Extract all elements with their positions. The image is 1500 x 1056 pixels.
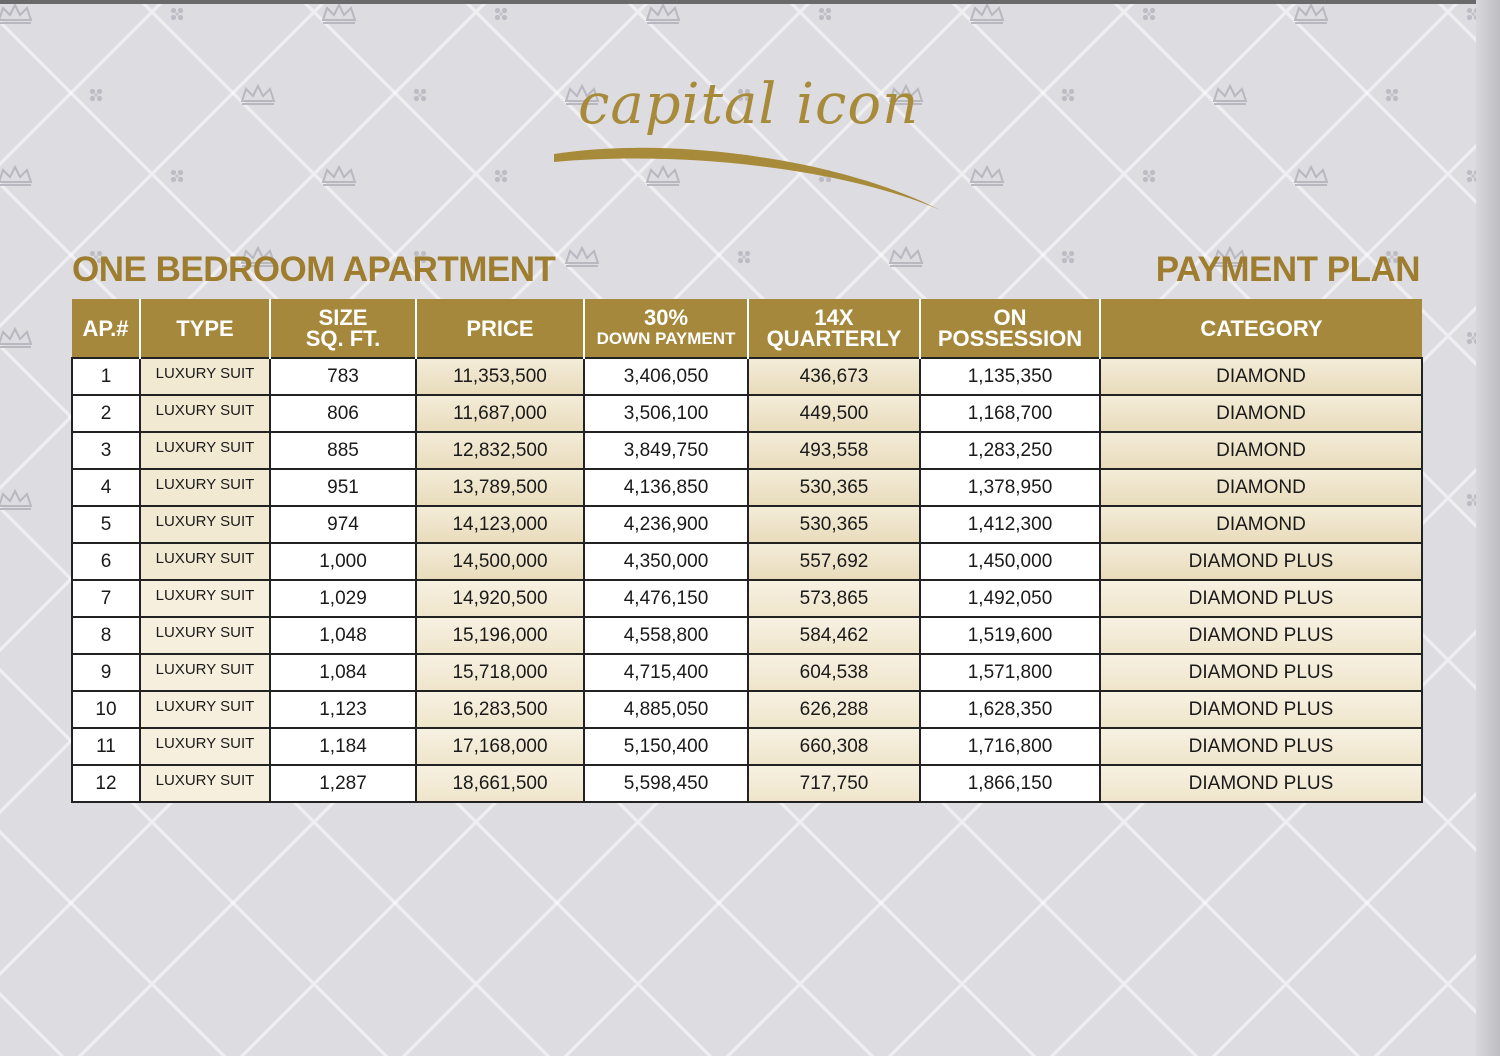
cell-quarterly: 626,288 — [748, 691, 920, 728]
cell-price: 14,500,000 — [416, 543, 584, 580]
table-row — [72, 432, 1422, 469]
cell-price: 15,718,000 — [416, 654, 584, 691]
cell-category: DIAMOND PLUS — [1100, 691, 1422, 728]
cell-quarterly: 604,538 — [748, 654, 920, 691]
cell-category: DIAMOND — [1100, 469, 1422, 506]
cell-down-payment: 4,476,150 — [584, 580, 748, 617]
flower-icon — [495, 8, 507, 20]
cell-possession: 1,519,600 — [920, 617, 1100, 654]
cell-category: DIAMOND PLUS — [1100, 580, 1422, 617]
cell-possession: 1,412,300 — [920, 506, 1100, 543]
cell-quarterly: 530,365 — [748, 469, 920, 506]
cell-price: 17,168,000 — [416, 728, 584, 765]
cell-down-payment: 3,849,750 — [584, 432, 748, 469]
flower-icon — [1143, 8, 1155, 20]
crown-icon — [1214, 86, 1246, 104]
table-row — [72, 691, 1422, 728]
cell-price: 16,283,500 — [416, 691, 584, 728]
cell-down-payment: 4,136,850 — [584, 469, 748, 506]
cell-ap-number: 4 — [72, 469, 140, 506]
cell-category: DIAMOND — [1100, 395, 1422, 432]
cell-price: 12,832,500 — [416, 432, 584, 469]
cell-possession: 1,168,700 — [920, 395, 1100, 432]
cell-price: 14,920,500 — [416, 580, 584, 617]
cell-type: LUXURY SUIT — [140, 506, 270, 543]
flower-icon — [171, 8, 183, 20]
crown-icon — [971, 5, 1003, 23]
crown-icon — [1295, 5, 1327, 23]
table-row — [72, 469, 1422, 506]
crown-icon — [647, 5, 679, 23]
cell-down-payment: 5,598,450 — [584, 765, 748, 802]
cell-down-payment: 5,150,400 — [584, 728, 748, 765]
cell-type: LUXURY SUIT — [140, 617, 270, 654]
cell-ap-number: 9 — [72, 654, 140, 691]
cell-down-payment: 4,350,000 — [584, 543, 748, 580]
cell-category: DIAMOND PLUS — [1100, 654, 1422, 691]
cell-category: DIAMOND — [1100, 432, 1422, 469]
cell-price: 18,661,500 — [416, 765, 584, 802]
cell-type: LUXURY SUIT — [140, 543, 270, 580]
cell-quarterly: 530,365 — [748, 506, 920, 543]
cell-type: LUXURY SUIT — [140, 580, 270, 617]
header-ap-number: AP.# — [72, 299, 140, 358]
heading-payment-plan: PAYMENT PLAN — [1155, 250, 1420, 289]
cell-size: 783 — [270, 358, 416, 395]
crown-icon — [0, 5, 31, 23]
window-top-edge — [0, 0, 1500, 4]
header-size: SIZE SQ. FT. — [270, 299, 416, 358]
cell-ap-number: 8 — [72, 617, 140, 654]
cell-quarterly: 436,673 — [748, 358, 920, 395]
cell-possession: 1,492,050 — [920, 580, 1100, 617]
cell-ap-number: 5 — [72, 506, 140, 543]
header-possession: ON POSSESSION — [920, 299, 1100, 358]
cell-possession: 1,135,350 — [920, 358, 1100, 395]
cell-down-payment: 4,715,400 — [584, 654, 748, 691]
cell-possession: 1,378,950 — [920, 469, 1100, 506]
crown-icon — [323, 167, 355, 185]
header-category: CATEGORY — [1100, 299, 1422, 358]
cell-size: 1,184 — [270, 728, 416, 765]
heading-one-bedroom: ONE BEDROOM APARTMENT — [72, 250, 556, 289]
cell-size: 1,123 — [270, 691, 416, 728]
crown-icon — [0, 167, 31, 185]
table-row — [72, 617, 1422, 654]
crown-icon — [323, 5, 355, 23]
cell-ap-number: 3 — [72, 432, 140, 469]
table-row — [72, 580, 1422, 617]
table-row — [72, 765, 1422, 802]
header-down-payment: 30% DOWN PAYMENT — [584, 299, 748, 358]
cell-type: LUXURY SUIT — [140, 654, 270, 691]
crown-icon — [971, 167, 1003, 185]
cell-down-payment: 4,558,800 — [584, 617, 748, 654]
cell-size: 885 — [270, 432, 416, 469]
cell-type: LUXURY SUIT — [140, 358, 270, 395]
table-row — [72, 543, 1422, 580]
flower-icon — [495, 170, 507, 182]
cell-quarterly: 449,500 — [748, 395, 920, 432]
cell-size: 806 — [270, 395, 416, 432]
cell-quarterly: 584,462 — [748, 617, 920, 654]
window-right-edge — [1476, 0, 1500, 1056]
crown-icon — [1295, 167, 1327, 185]
cell-ap-number: 6 — [72, 543, 140, 580]
payment-plan-table — [71, 299, 1423, 803]
crown-icon — [242, 86, 274, 104]
cell-quarterly: 557,692 — [748, 543, 920, 580]
table-row — [72, 358, 1422, 395]
cell-category: DIAMOND PLUS — [1100, 728, 1422, 765]
cell-ap-number: 12 — [72, 765, 140, 802]
cell-price: 15,196,000 — [416, 617, 584, 654]
cell-possession: 1,283,250 — [920, 432, 1100, 469]
cell-type: LUXURY SUIT — [140, 728, 270, 765]
cell-type: LUXURY SUIT — [140, 469, 270, 506]
cell-size: 1,287 — [270, 765, 416, 802]
cell-quarterly: 573,865 — [748, 580, 920, 617]
cell-type: LUXURY SUIT — [140, 432, 270, 469]
crown-icon — [890, 248, 922, 266]
cell-size: 1,000 — [270, 543, 416, 580]
cell-size: 1,029 — [270, 580, 416, 617]
crown-icon — [0, 329, 31, 347]
cell-category: DIAMOND PLUS — [1100, 765, 1422, 802]
cell-possession: 1,450,000 — [920, 543, 1100, 580]
cell-price: 11,353,500 — [416, 358, 584, 395]
cell-type: LUXURY SUIT — [140, 395, 270, 432]
header-type: TYPE — [140, 299, 270, 358]
cell-size: 951 — [270, 469, 416, 506]
cell-possession: 1,628,350 — [920, 691, 1100, 728]
cell-category: DIAMOND PLUS — [1100, 617, 1422, 654]
cell-price: 13,789,500 — [416, 469, 584, 506]
cell-category: DIAMOND — [1100, 506, 1422, 543]
flower-icon — [90, 89, 102, 101]
header-quarterly: 14X QUARTERLY — [748, 299, 920, 358]
cell-quarterly: 660,308 — [748, 728, 920, 765]
cell-quarterly: 493,558 — [748, 432, 920, 469]
cell-price: 11,687,000 — [416, 395, 584, 432]
cell-down-payment: 4,885,050 — [584, 691, 748, 728]
flower-icon — [171, 170, 183, 182]
flower-icon — [1386, 89, 1398, 101]
logo-text: capital icon — [578, 72, 920, 137]
flower-icon — [414, 89, 426, 101]
flower-icon — [819, 8, 831, 20]
cell-down-payment: 4,236,900 — [584, 506, 748, 543]
cell-size: 1,084 — [270, 654, 416, 691]
crown-icon — [566, 248, 598, 266]
table-header-row — [72, 299, 1422, 358]
cell-down-payment: 3,506,100 — [584, 395, 748, 432]
cell-quarterly: 717,750 — [748, 765, 920, 802]
cell-category: DIAMOND PLUS — [1100, 543, 1422, 580]
cell-size: 1,048 — [270, 617, 416, 654]
flower-icon — [1062, 89, 1074, 101]
cell-type: LUXURY SUIT — [140, 765, 270, 802]
cell-price: 14,123,000 — [416, 506, 584, 543]
flower-icon — [1143, 170, 1155, 182]
header-price: PRICE — [416, 299, 584, 358]
table-row — [72, 395, 1422, 432]
cell-possession: 1,571,800 — [920, 654, 1100, 691]
cell-down-payment: 3,406,050 — [584, 358, 748, 395]
cell-ap-number: 1 — [72, 358, 140, 395]
capital-icon-logo — [548, 58, 948, 218]
cell-possession: 1,866,150 — [920, 765, 1100, 802]
cell-ap-number: 10 — [72, 691, 140, 728]
table-row — [72, 654, 1422, 691]
flower-icon — [738, 251, 750, 263]
cell-ap-number: 7 — [72, 580, 140, 617]
flower-icon — [1062, 251, 1074, 263]
cell-type: LUXURY SUIT — [140, 691, 270, 728]
cell-possession: 1,716,800 — [920, 728, 1100, 765]
cell-ap-number: 11 — [72, 728, 140, 765]
cell-category: DIAMOND — [1100, 358, 1422, 395]
table-row — [72, 728, 1422, 765]
cell-ap-number: 2 — [72, 395, 140, 432]
crown-icon — [0, 491, 31, 509]
table-row — [72, 506, 1422, 543]
cell-size: 974 — [270, 506, 416, 543]
